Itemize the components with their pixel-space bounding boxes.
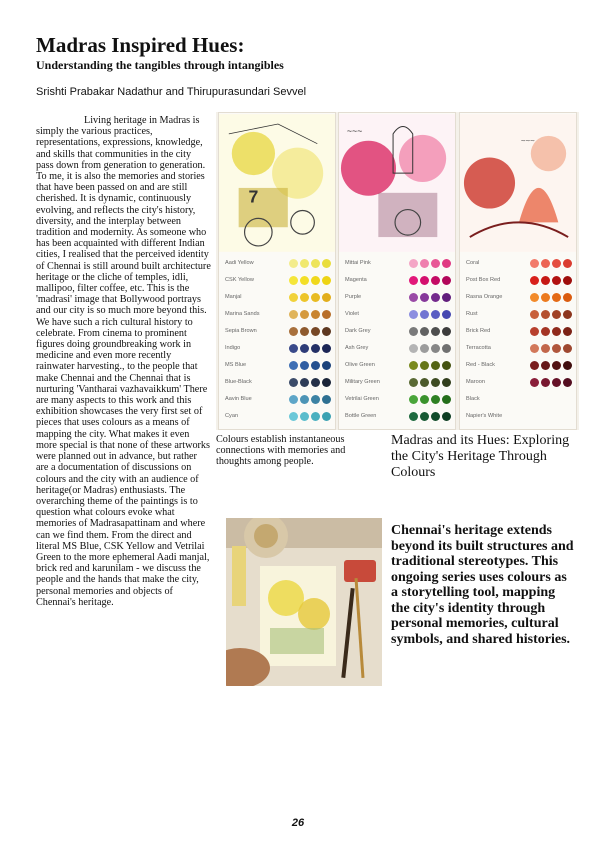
colour-dot — [289, 395, 298, 404]
colour-dots — [289, 378, 331, 387]
colour-dot — [442, 327, 451, 336]
colour-dot — [311, 395, 320, 404]
colour-dot — [322, 327, 331, 336]
swatch-label: Terracotta — [466, 345, 491, 351]
swatch-label: Olive Green — [345, 362, 375, 368]
colour-dot — [300, 361, 309, 370]
colour-dot — [552, 361, 561, 370]
swatch-label: Mittai Pink — [345, 260, 371, 266]
colour-dot — [311, 361, 320, 370]
swatch-label: Vetrilai Green — [345, 396, 379, 402]
page-title: Madras Inspired Hues: — [36, 33, 245, 57]
sketch-artwork-2 — [339, 113, 455, 253]
colour-dot — [289, 259, 298, 268]
swatch-row — [225, 258, 331, 272]
swatch-row — [225, 394, 331, 408]
colour-dot — [431, 361, 440, 370]
colour-dot — [431, 344, 440, 353]
colour-dots — [409, 327, 451, 336]
swatch-label: CSK Yellow — [225, 277, 254, 283]
palette-card-pink-green — [338, 112, 456, 430]
colour-dot — [311, 276, 320, 285]
swatch-row — [345, 309, 451, 323]
swatch-row — [466, 292, 572, 306]
swatch-label: Brick Red — [466, 328, 491, 334]
colour-dot — [289, 344, 298, 353]
colour-dot — [442, 310, 451, 319]
swatch-row — [345, 292, 451, 306]
colour-dots — [289, 276, 331, 285]
swatch-label: Purple — [345, 294, 362, 300]
swatch-label: Rust — [466, 311, 478, 317]
swatch-label: Dark Grey — [345, 328, 371, 334]
colour-dot — [563, 276, 572, 285]
swatch-row — [345, 343, 451, 357]
colour-dot — [420, 361, 429, 370]
swatch-row — [225, 343, 331, 357]
colour-dots — [289, 344, 331, 353]
colour-dots — [409, 344, 451, 353]
colour-dots — [530, 327, 572, 336]
colour-dots — [289, 395, 331, 404]
colour-dot — [563, 378, 572, 387]
swatch-row — [466, 258, 572, 272]
sidebar-paragraph: Chennai's heritage extends beyond its built structures and traditional stereotypes. This ongoing series uses colours as a storytelling tool, mapping the city's identity through personal memories, cultural symbols, and shared histories. — [391, 523, 574, 647]
colour-dot — [322, 378, 331, 387]
colour-dot — [552, 293, 561, 302]
colour-dot — [300, 378, 309, 387]
colour-dot — [552, 259, 561, 268]
colour-dots — [409, 361, 451, 370]
colour-dots — [530, 361, 572, 370]
sidebar-heading: Madras and its Hues: Exploring the City's Heritage Through Colours — [391, 433, 570, 480]
swatch-row — [345, 360, 451, 374]
swatch-label: Black — [466, 396, 480, 402]
swatch-row — [345, 326, 451, 340]
colour-dot — [322, 293, 331, 302]
page-subtitle: Understanding the tangibles through intangibles — [36, 58, 284, 72]
figure-caption: Colours establish instantaneous connections with memories and thoughts among people. — [216, 434, 346, 468]
swatch-label: Cyan — [225, 413, 239, 419]
colour-dot — [442, 395, 451, 404]
colour-dot — [563, 259, 572, 268]
sketch-artwork-1 — [219, 113, 335, 253]
colour-dot — [420, 293, 429, 302]
colour-dot — [442, 344, 451, 353]
colour-dot — [409, 378, 418, 387]
colour-dot — [431, 293, 440, 302]
colour-dot — [431, 395, 440, 404]
sketch-artwork-3 — [460, 113, 576, 253]
swatch-row — [466, 275, 572, 289]
swatch-label: Bottle Green — [345, 413, 377, 419]
colour-dot — [431, 259, 440, 268]
colour-dot — [541, 327, 550, 336]
colour-dots — [409, 293, 451, 302]
colour-dot — [409, 395, 418, 404]
colour-dot — [420, 310, 429, 319]
colour-dot — [420, 412, 429, 421]
swatch-row — [466, 309, 572, 323]
colour-dot — [420, 259, 429, 268]
colour-dot — [530, 378, 539, 387]
colour-dot — [563, 327, 572, 336]
colour-dots — [289, 412, 331, 421]
colour-dot — [552, 276, 561, 285]
swatch-row — [345, 411, 451, 425]
colour-dot — [552, 327, 561, 336]
colour-dot — [420, 327, 429, 336]
colour-dot — [300, 395, 309, 404]
colour-dot — [322, 259, 331, 268]
colour-dot — [289, 378, 298, 387]
colour-dot — [442, 378, 451, 387]
colour-dot — [311, 259, 320, 268]
colour-dots — [289, 327, 331, 336]
colour-dot — [409, 327, 418, 336]
colour-dot — [289, 361, 298, 370]
colour-dots — [289, 293, 331, 302]
colour-dot — [322, 412, 331, 421]
colour-dot — [420, 344, 429, 353]
swatch-row — [225, 309, 331, 323]
colour-dot — [563, 361, 572, 370]
colour-dots — [530, 259, 572, 268]
colour-dot — [300, 412, 309, 421]
colour-dot — [530, 361, 539, 370]
painting-desk-illustration — [226, 518, 382, 686]
colour-dot — [442, 293, 451, 302]
colour-dot — [442, 276, 451, 285]
colour-dots — [530, 344, 572, 353]
authors-line: Srishti Prabakar Nadathur and Thirupurasundari Sevvel — [36, 86, 307, 98]
colour-dot — [322, 361, 331, 370]
swatch-row — [225, 377, 331, 391]
colour-dot — [530, 310, 539, 319]
colour-dot — [300, 293, 309, 302]
swatch-label: Aavin Blue — [225, 396, 252, 402]
colour-dot — [311, 412, 320, 421]
swatch-label: Manjal — [225, 294, 242, 300]
colour-dot — [300, 276, 309, 285]
swatch-label: Magenta — [345, 277, 367, 283]
colour-dot — [322, 276, 331, 285]
colour-dots — [409, 395, 451, 404]
colour-dots — [409, 378, 451, 387]
swatch-row — [345, 394, 451, 408]
colour-dot — [322, 310, 331, 319]
colour-dot — [322, 395, 331, 404]
colour-dot — [289, 276, 298, 285]
colour-dot — [300, 327, 309, 336]
colour-dot — [530, 293, 539, 302]
page-number: 26 — [291, 817, 305, 829]
colour-dot — [409, 412, 418, 421]
colour-dot — [541, 344, 550, 353]
colour-dot — [409, 361, 418, 370]
svg-text:~~~: ~~~ — [346, 125, 363, 136]
colour-dot — [300, 344, 309, 353]
colour-dot — [289, 293, 298, 302]
colour-dot — [541, 276, 550, 285]
colour-dots — [530, 276, 572, 285]
colour-dots — [409, 412, 451, 421]
swatch-row — [466, 343, 572, 357]
article-body: Living heritage in Madras is simply the various practices, representations, expressions, knowledge, and skills that communities in the city pass down from generation to generation. To me, it is also the memories and stories that have been passed on and are still cherished. It is dynamic, continuously evolving, and reflects the city's history, diversity, and the interplay between tradition and modernity. As someone who has been acquainted with different Indian cities, I realised that the perceived identity of Chennai is still around built architecture heritage or the cliche of temples, idli, mallipoo, filter coffee, etc. This is the 'madrasi' image that Bollywood portrays and our city is so much more beyond this. We have such a rich cultural history to celebrate. From cinema to prominent figures doing groundbreaking work in medicine and even more recently rainwater harvesting., to the people that make Chennai and the Chennai that is nurturing 'Vantharai vazhavaikkum' There are many aspects to this work and this exhibition showcases the very first set of pieces that uses colours as a means of mapping the city. What makes it even more special is that none of these artworks were planned out in advance, but rather are a documentation of discussions on colours and the city with an audience of heritage(or Madras) enthusiasts. The overarching theme of the paintings is to question what colours evoke what memories of Madrasapattinam and where can we find them. From the direct and literal MS Blue, CSK Yellow and Vetrilai Green to the more ephemeral Aadi manjal, brick red and karunilam - we discuss the people and the hands that make the city, personal memories and objects of Chennai's heritage. — [36, 115, 211, 608]
colour-dot — [420, 395, 429, 404]
colour-dot — [442, 259, 451, 268]
swatch-row — [225, 411, 331, 425]
colour-dot — [442, 412, 451, 421]
swatch-label: MS Blue — [225, 362, 247, 368]
colour-dot — [311, 344, 320, 353]
swatch-row — [225, 275, 331, 289]
swatch-label: Post Box Red — [466, 277, 501, 283]
colour-dots — [409, 310, 451, 319]
swatch-label: Violet — [345, 311, 359, 317]
swatch-label: Coral — [466, 260, 480, 266]
colour-dots — [530, 378, 572, 387]
colour-dots — [289, 259, 331, 268]
colour-dot — [431, 412, 440, 421]
swatch-row — [345, 377, 451, 391]
swatch-label: Military Green — [345, 379, 380, 385]
swatch-label: Indigo — [225, 345, 241, 351]
colour-dots — [530, 293, 572, 302]
colour-dot — [322, 344, 331, 353]
colour-dots — [289, 310, 331, 319]
colour-dots — [289, 361, 331, 370]
swatch-row — [345, 258, 451, 272]
colour-dot — [409, 344, 418, 353]
colour-dot — [409, 259, 418, 268]
colour-dots — [409, 276, 451, 285]
colour-dot — [311, 378, 320, 387]
svg-text:7: 7 — [248, 186, 259, 207]
colour-dot — [563, 344, 572, 353]
colour-dot — [311, 310, 320, 319]
swatch-label: Rasna Orange — [466, 294, 503, 300]
swatch-label: Sepia Brown — [225, 328, 257, 334]
swatch-row — [466, 411, 572, 425]
colour-dots — [530, 310, 572, 319]
colour-dot — [420, 378, 429, 387]
swatch-label: Napier's White — [466, 413, 503, 419]
colour-palette-figure — [216, 112, 579, 430]
swatch-row — [225, 360, 331, 374]
swatch-row — [466, 394, 572, 408]
swatch-row — [466, 360, 572, 374]
swatch-label: Maroon — [466, 379, 485, 385]
colour-dot — [431, 310, 440, 319]
colour-dot — [420, 276, 429, 285]
swatch-row — [225, 326, 331, 340]
colour-dot — [300, 310, 309, 319]
colour-dot — [552, 378, 561, 387]
swatch-label: Red - Black — [466, 362, 495, 368]
colour-dot — [431, 327, 440, 336]
colour-dot — [300, 259, 309, 268]
colour-dot — [563, 293, 572, 302]
swatch-row — [225, 292, 331, 306]
colour-dot — [289, 327, 298, 336]
colour-dot — [541, 293, 550, 302]
colour-dot — [563, 310, 572, 319]
colour-dot — [431, 378, 440, 387]
colour-dot — [442, 361, 451, 370]
colour-dot — [311, 327, 320, 336]
colour-dot — [541, 310, 550, 319]
colour-dot — [541, 259, 550, 268]
colour-dot — [409, 276, 418, 285]
colour-dot — [409, 310, 418, 319]
painting-process-photo — [226, 518, 382, 686]
swatch-row — [466, 377, 572, 391]
palette-card-yellow-blue — [218, 112, 336, 430]
colour-dot — [541, 361, 550, 370]
colour-dot — [530, 259, 539, 268]
colour-dot — [530, 276, 539, 285]
swatch-label: Blue-Black — [225, 379, 252, 385]
colour-dot — [530, 327, 539, 336]
swatch-label: Aadi Yellow — [225, 260, 254, 266]
svg-text:~~~: ~~~ — [520, 136, 535, 146]
colour-dot — [541, 378, 550, 387]
colour-dot — [530, 344, 539, 353]
colour-dot — [289, 310, 298, 319]
swatch-label: Ash Grey — [345, 345, 369, 351]
swatch-label: Marina Sands — [225, 311, 260, 317]
colour-dot — [552, 344, 561, 353]
colour-dot — [289, 412, 298, 421]
swatch-row — [466, 326, 572, 340]
colour-dot — [431, 276, 440, 285]
colour-dot — [409, 293, 418, 302]
colour-dots — [409, 259, 451, 268]
colour-dot — [552, 310, 561, 319]
palette-card-red-brown — [459, 112, 577, 430]
colour-dot — [311, 293, 320, 302]
swatch-row — [345, 275, 451, 289]
